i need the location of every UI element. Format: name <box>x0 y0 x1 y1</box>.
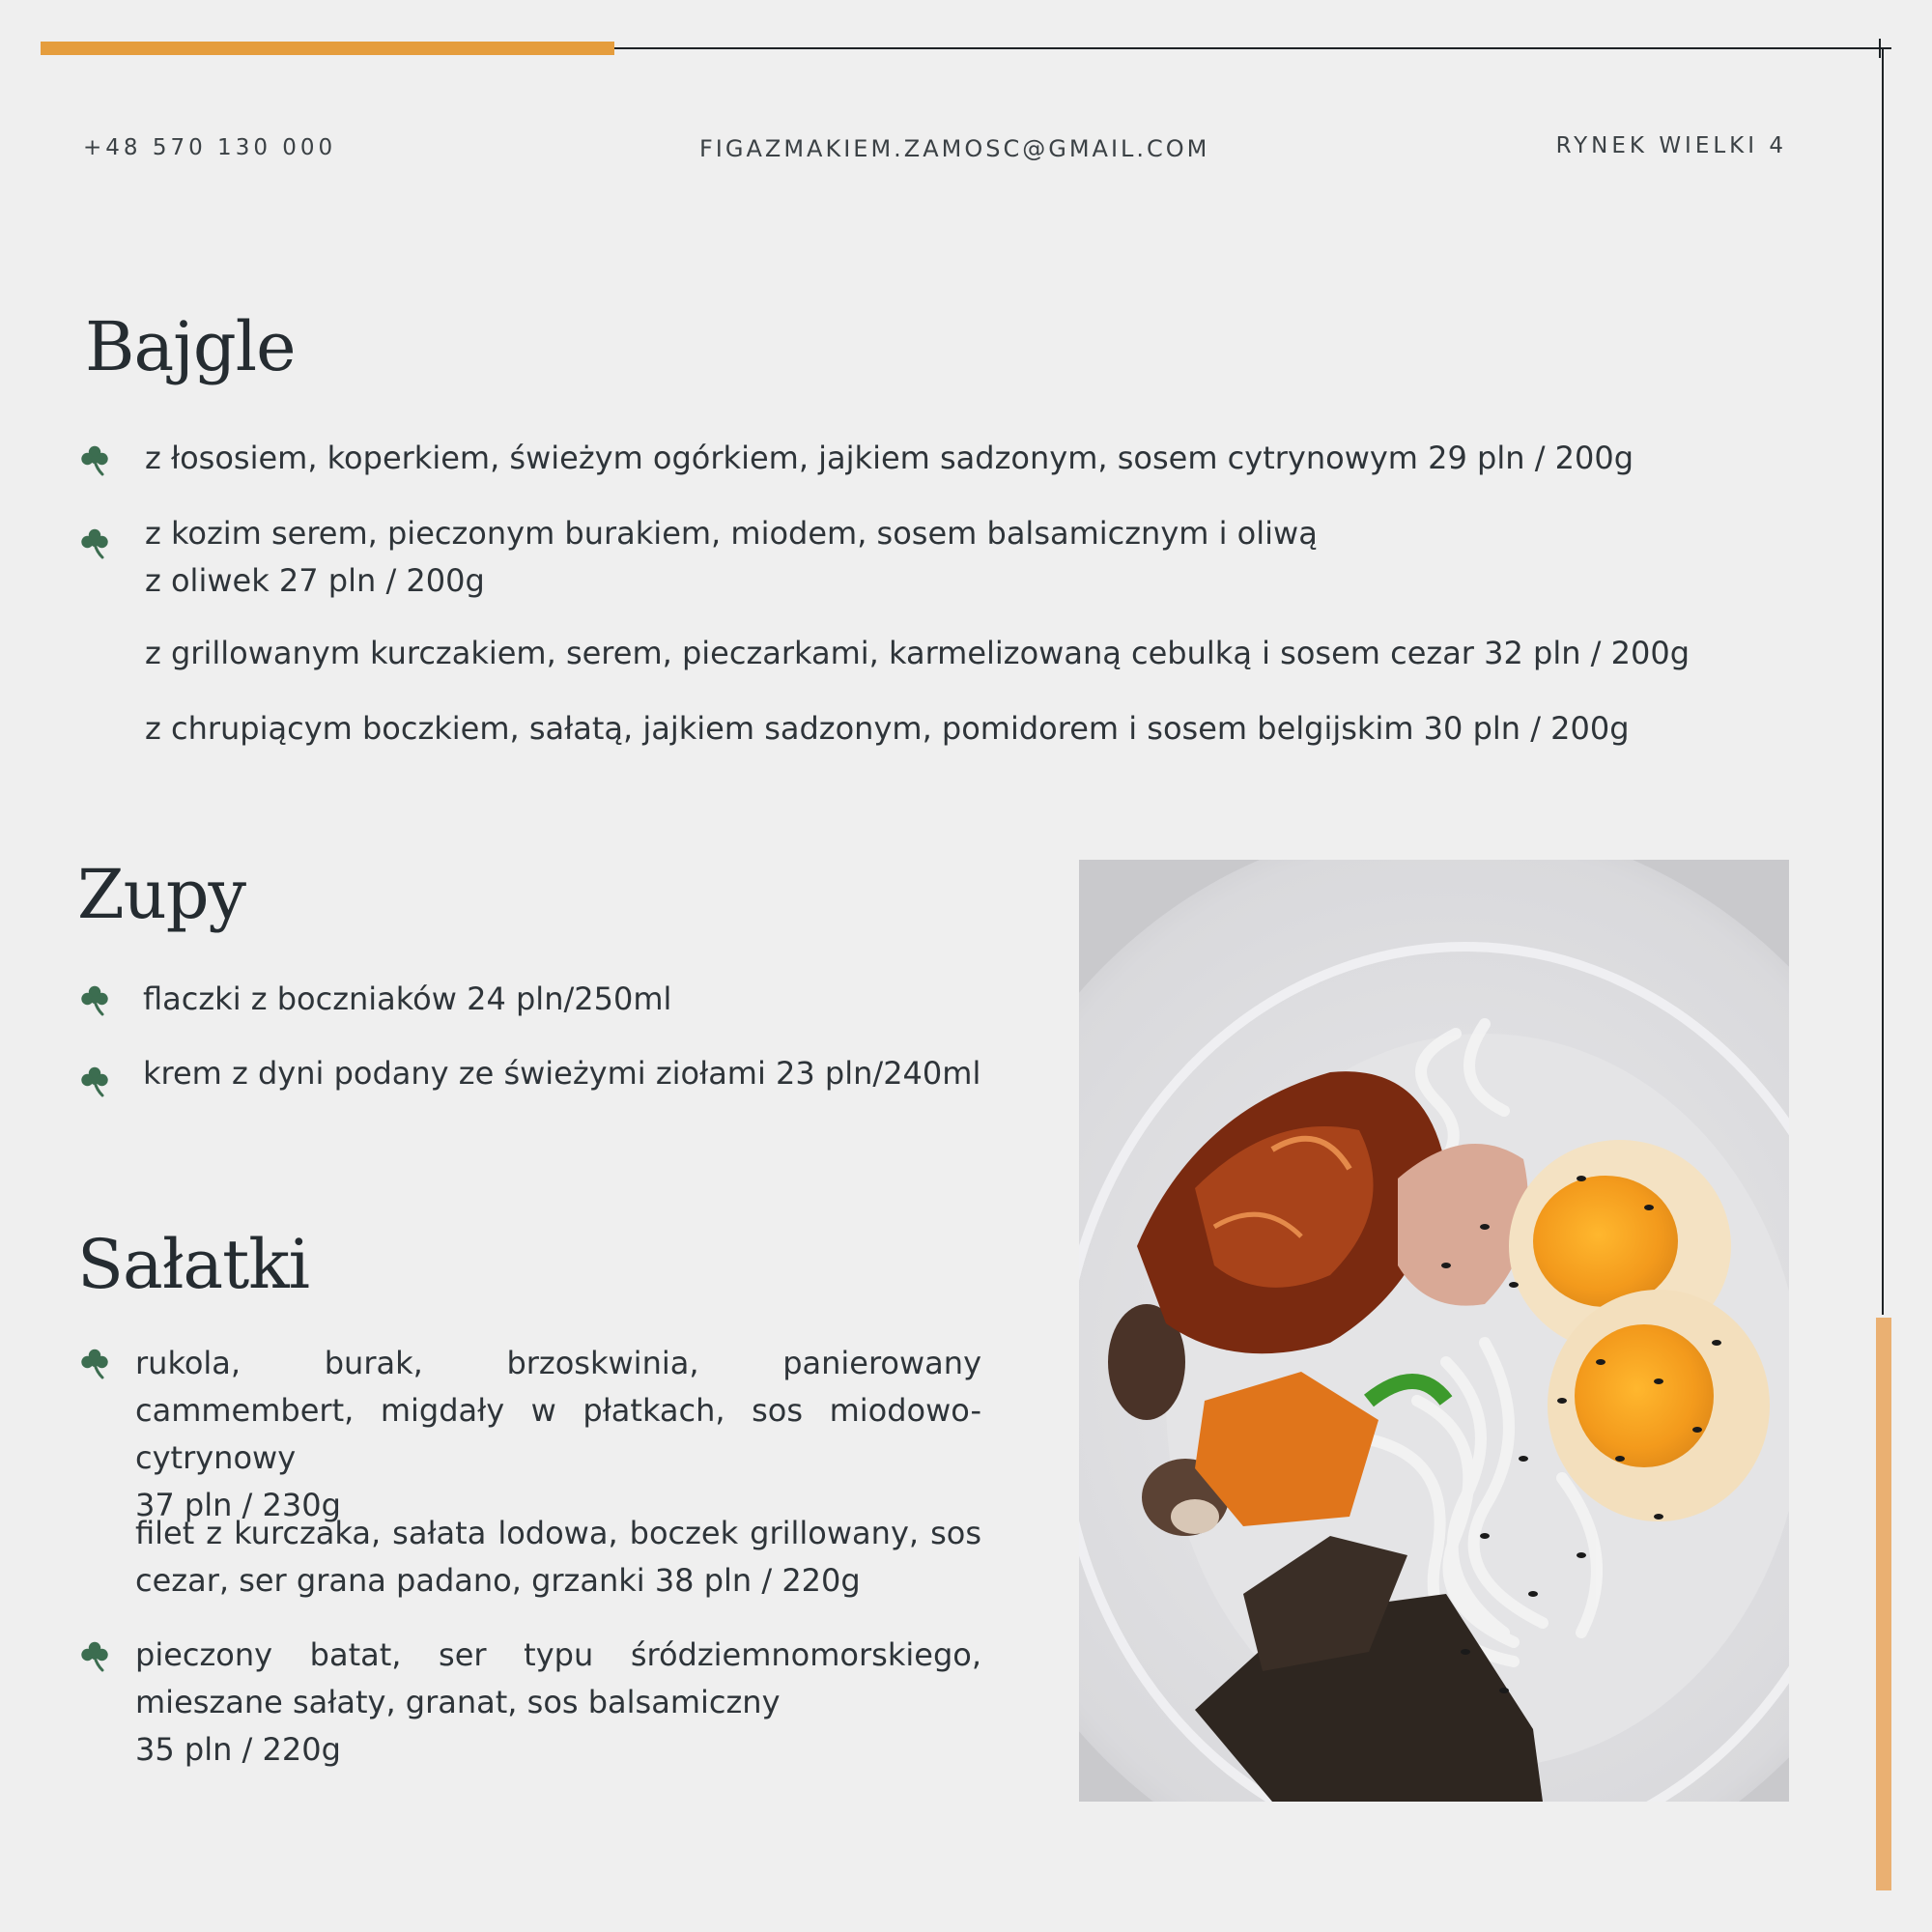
contact-address: RYNEK WIELKI 4 <box>1555 133 1787 158</box>
top-accent-bar <box>41 42 614 55</box>
food-photo <box>1079 860 1789 1802</box>
menu-item-bajgle-4: z chrupiącym boczkiem, sałatą, jajkiem sadzonym, pomidorem i sosem belgijskim 30 pln / 200g <box>145 710 1630 747</box>
menu-item-bajgle-2 <box>145 510 1318 605</box>
menu-item-zupy-2: krem z dyni podany ze świeżymi ziołami 23 pln/240ml <box>143 1055 981 1092</box>
clover-icon <box>77 526 112 560</box>
menu-item-salatki-3-description: pieczony batat, ser typu śródziemnomorskiego, mieszane sałaty, granat, sos balsamiczny <box>135 1636 981 1720</box>
menu-item-salatki-1 <box>135 1340 981 1529</box>
menu-item-salatki-3 <box>135 1632 981 1774</box>
ramen-bowl-illustration <box>1079 860 1789 1802</box>
menu-item-bajgle-2-line1: z kozim serem, pieczonym burakiem, miodem, sosem balsamicznym i oliwą <box>145 515 1318 552</box>
menu-item-zupy-1: flaczki z boczniaków 24 pln/250ml <box>143 980 672 1017</box>
contact-email[interactable]: FIGAZMAKIEM.ZAMOSC@GMAIL.COM <box>699 135 1210 162</box>
clover-icon <box>77 1346 112 1380</box>
clover-icon <box>77 1064 112 1098</box>
clover-icon <box>77 1638 112 1673</box>
clover-icon <box>77 982 112 1017</box>
menu-item-bajgle-1: z łososiem, koperkiem, świeżym ogórkiem, jajkiem sadzonym, sosem cytrynowym 29 pln / 200g <box>145 440 1634 476</box>
right-frame-line <box>1882 47 1884 1315</box>
menu-item-salatki-1-description: rukola, burak, brzoskwinia, panierowany cammembert, migdały w płatkach, sos miodowo-cytrynowy <box>135 1345 981 1476</box>
frame-corner-tick <box>1879 39 1881 58</box>
right-accent-bar <box>1876 1318 1891 1890</box>
section-title-zupy: Zupy <box>77 855 246 934</box>
section-title-bajgle: Bajgle <box>85 307 296 386</box>
section-title-salatki: Sałatki <box>77 1225 310 1304</box>
menu-item-salatki-1-price: 37 pln / 230g <box>135 1487 341 1523</box>
menu-item-salatki-3-price: 35 pln / 220g <box>135 1731 341 1768</box>
clover-icon <box>77 442 112 477</box>
contact-phone[interactable]: +48 570 130 000 <box>83 135 337 160</box>
top-frame-line <box>614 47 1891 49</box>
menu-item-salatki-2: filet z kurczaka, sałata lodowa, boczek grillowany, sos cezar, ser grana padano, grzanki 38 pln / 220g <box>135 1515 981 1599</box>
menu-item-bajgle-2-line2: z oliwek 27 pln / 200g <box>145 562 485 599</box>
menu-item-bajgle-3: z grillowanym kurczakiem, serem, pieczarkami, karmelizowaną cebulką i sosem cezar 32 pln / 200g <box>145 635 1690 671</box>
